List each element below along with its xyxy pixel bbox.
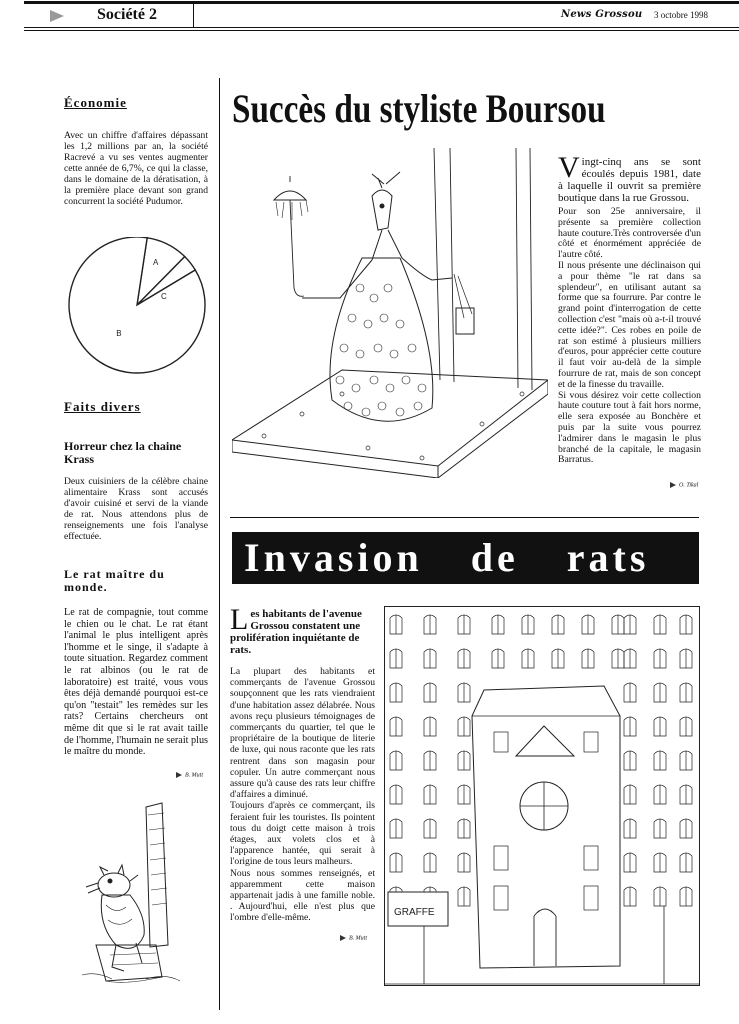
building-window: [458, 751, 470, 770]
header-divider: [193, 4, 194, 27]
building-window: [654, 785, 666, 804]
building-window: [424, 751, 436, 770]
building-window: [390, 853, 402, 872]
play-arrow-icon: [176, 772, 182, 778]
building-window: [624, 717, 636, 736]
play-arrow-icon: [670, 482, 676, 488]
building-window: [424, 853, 436, 872]
building-window: [654, 751, 666, 770]
krass-text: Deux cuisiniers de la célèbre chaine alimentaire Krass sont accusés d'avoir cuisiné et servi de la viande de rat. Nous attendons plus de renseignements une fois l'analyse effectuée.: [64, 476, 208, 542]
building-window: [624, 649, 636, 668]
building-window: [390, 819, 402, 838]
shop-sign: GRAFFE: [394, 907, 435, 918]
building-window: [680, 615, 692, 634]
economie-text: Avec un chiffre d'affaires dépassant les 1,2 millions par an, la société Racrevé a vu ses ventes augmenter cette année de 6,7%, ce qui la classe, dans le domaine de la dératisation, à la première place devant son grand concurrent la société Pudumor.: [64, 130, 208, 207]
building-window: [624, 853, 636, 872]
building-window: [624, 785, 636, 804]
building-window: [582, 615, 594, 634]
rat-dress-illustration: [232, 148, 548, 478]
building-window: [390, 649, 402, 668]
header-bottom-rule-2: [24, 30, 739, 31]
building-window: [680, 887, 692, 906]
building-window: [582, 649, 594, 668]
krass-headline: Horreur chez la chaine Krass: [64, 439, 182, 466]
article-separator: [230, 517, 699, 518]
building-window: [424, 785, 436, 804]
paper-name: News Grossou: [561, 9, 643, 20]
economie-title: Économie: [64, 95, 127, 110]
play-arrow-icon: [340, 935, 346, 941]
building-window: [522, 649, 534, 668]
building-window: [552, 649, 564, 668]
building-window: [680, 751, 692, 770]
boursou-para3: Il nous présente une déclinaison qui a pour thème "le rat dans sa splendeur", en utilisant autant sa forme que sa fourrure. Par contre le grand point d'interrogation de cette collection c'est "mais où a-t-il trouvé cette idée?". Ces robes en poile de rat son estimé à plusieurs milliers d'euros, pour apprécier cette couture il faut voir au-delà de la simple fourrure de rat, mais de son concept et de la finesse du travaille.: [558, 259, 701, 390]
play-arrow-icon: [50, 10, 64, 22]
building-window: [612, 615, 624, 634]
rat-maitre-credit: B. Mutt: [176, 772, 203, 778]
building-window: [458, 649, 470, 668]
boursou-article: [558, 151, 701, 466]
invasion-body: [230, 666, 375, 924]
boursou-para1: Vingt-cinq ans se sont écoulés depuis 1981, date à laquelle il ouvrit sa première boutique dans la rue Grossou.: [558, 151, 701, 204]
invasion-dropcap: L: [230, 603, 249, 636]
building-window: [458, 717, 470, 736]
building-window: [680, 717, 692, 736]
invasion-credit: B. Mutt: [340, 935, 367, 941]
building-window: [390, 785, 402, 804]
building-window: [680, 649, 692, 668]
building-window: [654, 853, 666, 872]
invasion-para3: Nous nous sommes renseignés, et apparemment cette maison appartenait jadis à une famille noble. . Aujourd'hui, elle n'est plus que l'ombre d'elle-même.: [230, 867, 375, 924]
building-window: [624, 887, 636, 906]
invasion-para2: Toujours d'après ce commerçant, ils feraient fuir les touristes. Ils pointent tous du doigt cette maison à trois étages, aux volets clos et à l'apparence hantée, qui serait à l'origine de tous leurs malheurs.: [230, 800, 375, 868]
building-window: [458, 785, 470, 804]
building-window: [424, 649, 436, 668]
building-window: [424, 615, 436, 634]
building-window: [624, 751, 636, 770]
building-window: [654, 717, 666, 736]
building-window: [424, 819, 436, 838]
boursou-para2: Pour son 25e anniversaire, il présente sa première collection haute couture.Très controversée d'un côté et énormément appréciée de l'autre côté.: [558, 206, 701, 261]
building-window: [458, 887, 470, 906]
pie-label-c: C: [161, 292, 167, 301]
section-label: Société 2: [97, 6, 157, 23]
rat-maitre-text: Le rat de compagnie, tout comme le chien ou le chat. Le rat étant l'animal le plus intelligent après l'homme et le singe, il s'adapte à toute situation. Regardez comment le rat albinos (ou le rat de laboratoire) est traité, vous vous êtes déjà demandé pourquoi est-ce qu'on "testait" les remèdes sur les rats? Certains chercheurs ont même dit que si le rat avait taille de l'homme, l'humain ne serait plus le maître du monde.: [64, 607, 209, 758]
building-window: [680, 785, 692, 804]
pie-label-a: A: [153, 258, 159, 267]
building-window: [624, 683, 636, 702]
building-window: [654, 649, 666, 668]
building-window: [654, 819, 666, 838]
invasion-lead: Les habitants de l'avenue Grossou constatent une prolifération inquiétante de rats.: [230, 603, 362, 656]
header-bottom-rule: [24, 27, 739, 28]
building-window: [680, 819, 692, 838]
building-window: [390, 717, 402, 736]
rat-maitre-title: Le rat maître du monde.: [64, 567, 165, 594]
building-window: [522, 615, 534, 634]
building-window: [654, 887, 666, 906]
building-window: [458, 683, 470, 702]
pie-chart: [64, 237, 212, 379]
building-window: [654, 683, 666, 702]
street-illustration: [384, 606, 700, 986]
building-window: [654, 615, 666, 634]
building-window: [624, 615, 636, 634]
building-window: [458, 819, 470, 838]
building-window: [390, 683, 402, 702]
building-window: [680, 853, 692, 872]
invasion-headline: Invasion de rats: [232, 532, 699, 584]
building-window: [458, 853, 470, 872]
building-window: [390, 615, 402, 634]
column-divider: [219, 78, 220, 1010]
header-top-rule: [24, 1, 739, 4]
issue-date: 3 octobre 1998: [654, 10, 708, 20]
building-window: [552, 615, 564, 634]
building-window: [612, 649, 624, 668]
building-window: [424, 683, 436, 702]
building-window: [458, 615, 470, 634]
boursou-credit: O. Tikal: [670, 482, 698, 488]
rat-throne-illustration: [76, 795, 186, 985]
building-window: [492, 615, 504, 634]
building-window: [390, 751, 402, 770]
building-window: [624, 819, 636, 838]
pie-label-b: B: [116, 329, 122, 339]
faits-divers-title: Faits divers: [64, 399, 141, 414]
boursou-headline: Succès du styliste Boursou: [232, 86, 606, 131]
boursou-dropcap: V: [558, 151, 580, 184]
building-window: [424, 717, 436, 736]
boursou-para4: Si vous désirez voir cette collection haute couture tout à fait hors norme, elle sera exposée au Bonchère et puis par la suite vous pourrez l'admirer dans le magasin le plus branché de la capitale, le magasin Barratus.: [558, 389, 701, 466]
invasion-para1: La plupart des habitants et commerçants de l'avenue Grossou soupçonnent que les rats viendraient d'une habitation assez délabrée. Nous avons reçu plusieurs témoignages de commerçants du quartier, tel que le propriétaire de la boutique de literie de luxe, qui nous raconte que les rats rentrent dans son magasin pour copuler. Un autre commerçant nous assure qu'à cause des rats leur chiffre d'affaires a diminué.: [230, 666, 375, 801]
building-window: [680, 683, 692, 702]
building-window: [492, 649, 504, 668]
invasion-article: [230, 603, 375, 924]
